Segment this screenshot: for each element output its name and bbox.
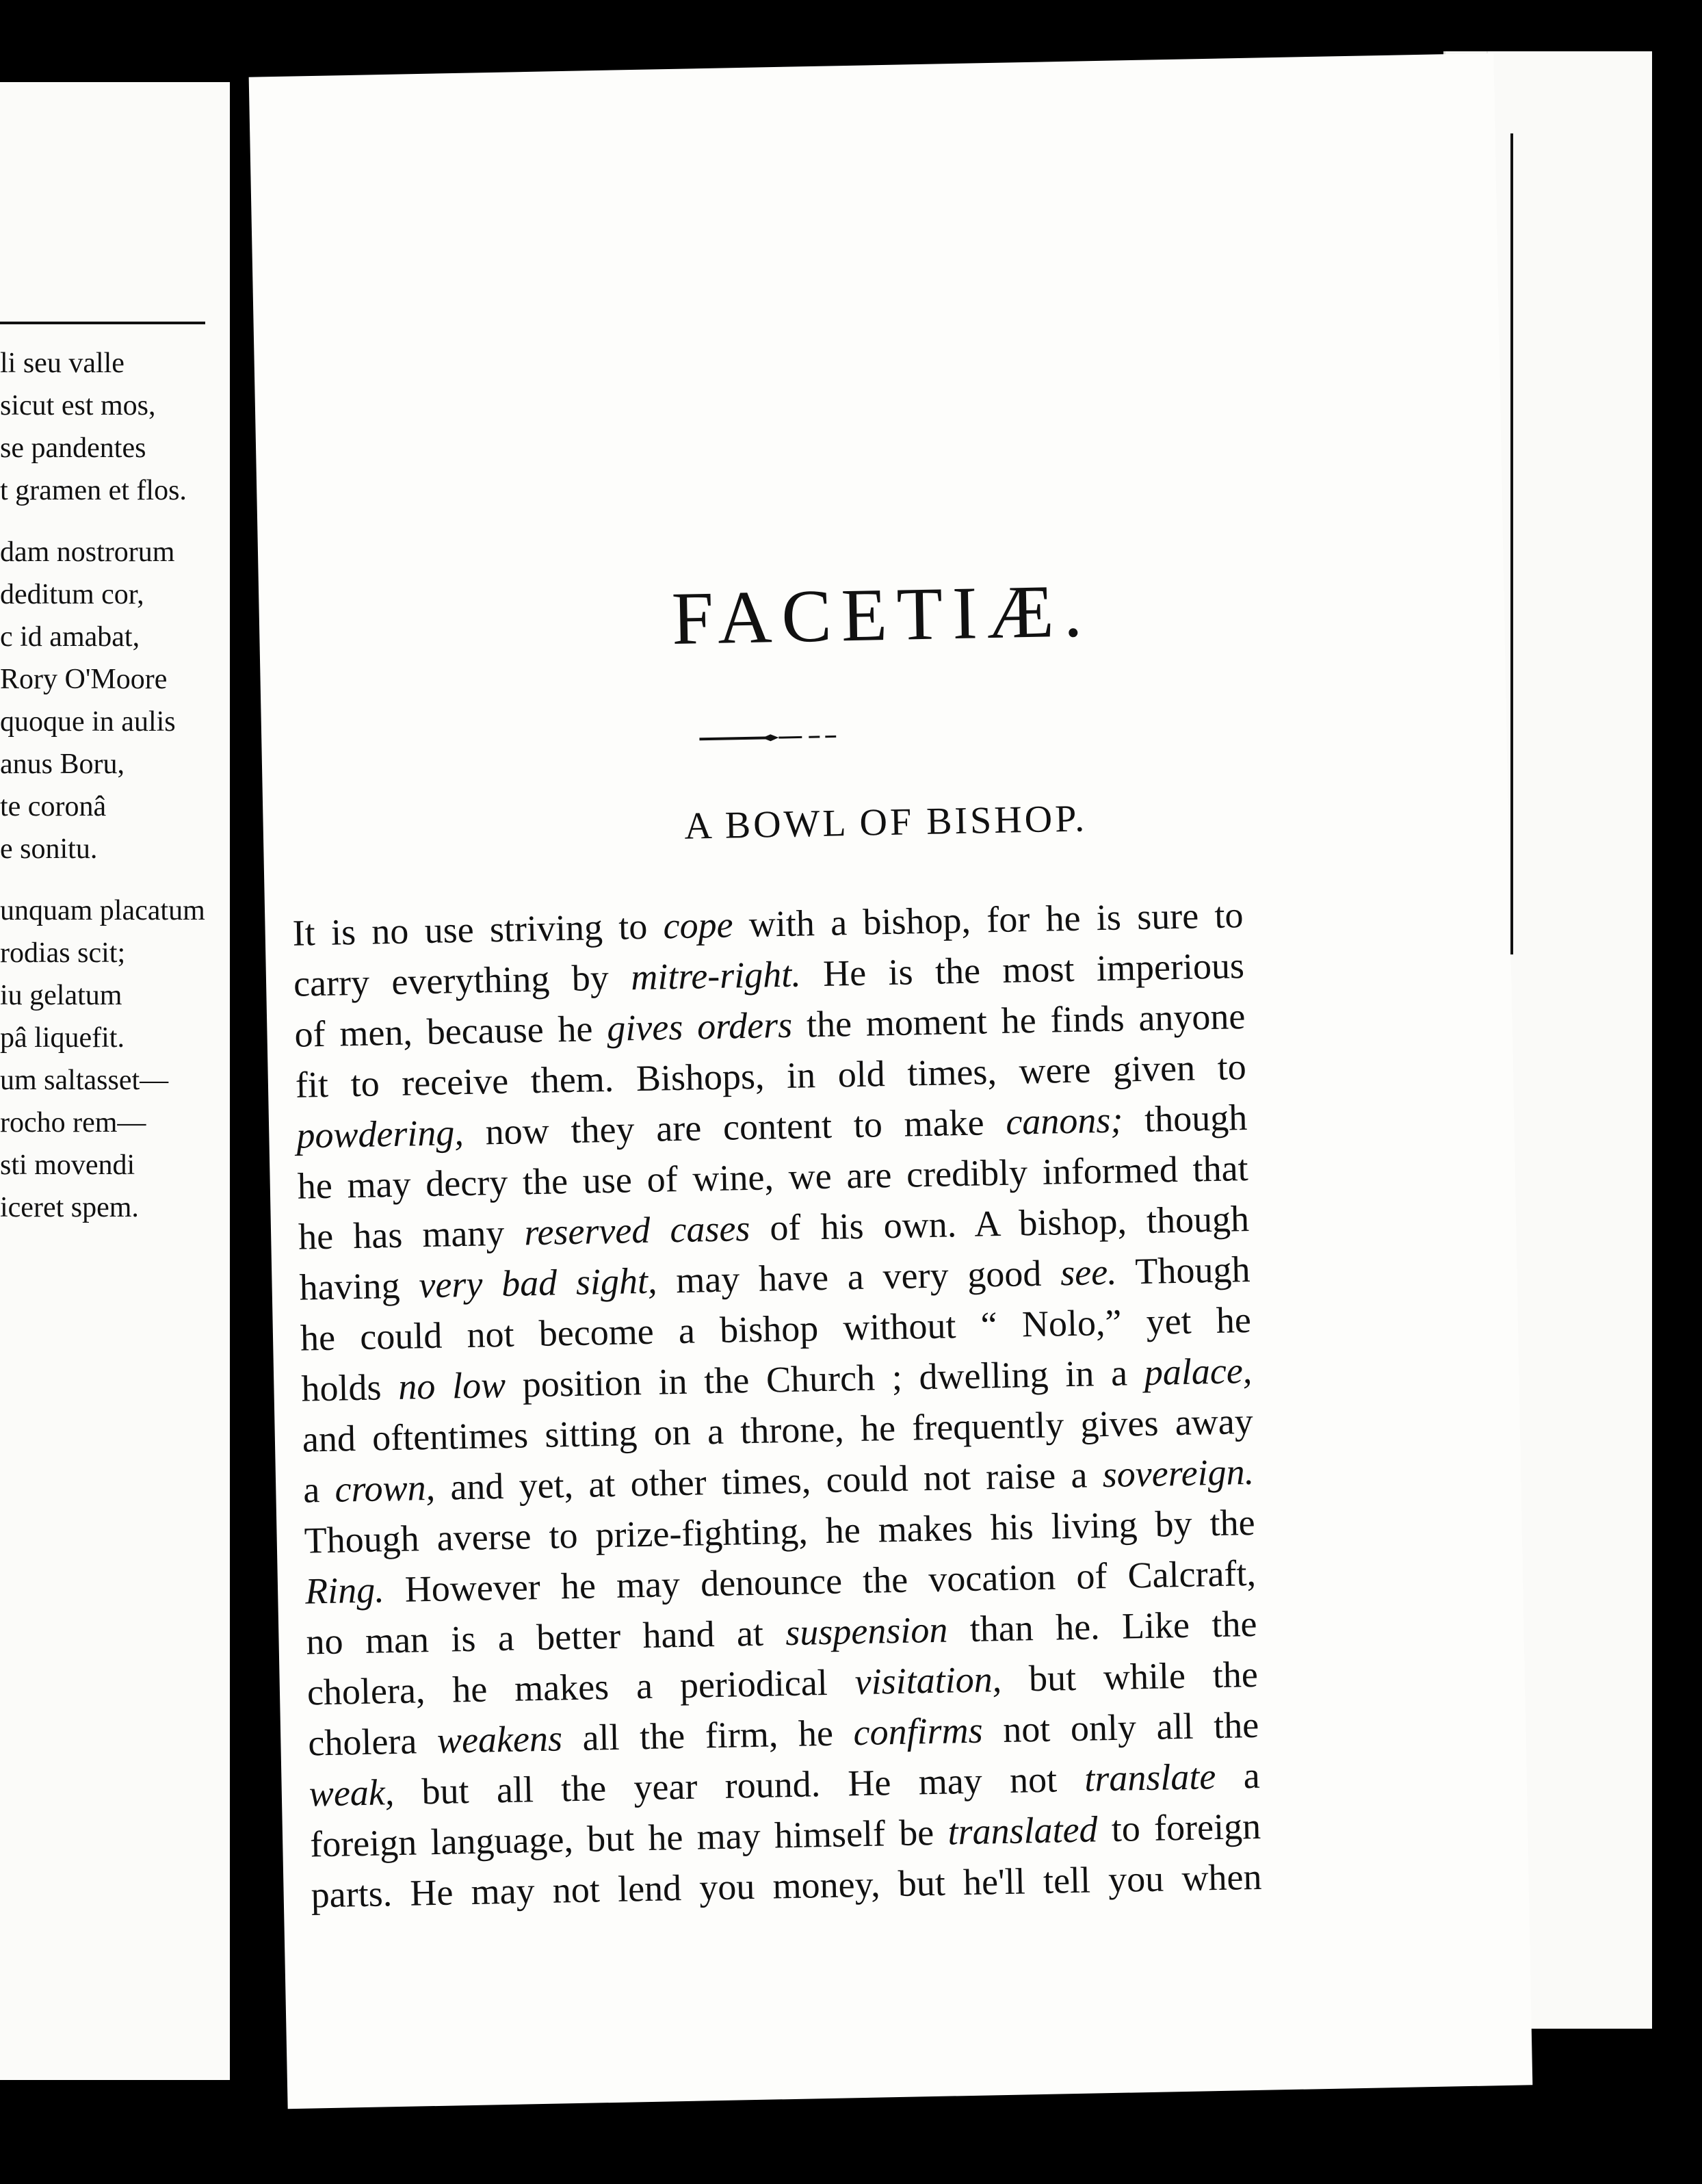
previous-page-line: unquam placatum (0, 895, 205, 926)
text-run: Though (1116, 1248, 1251, 1292)
italic-phrase: translated (947, 1808, 1099, 1853)
paragraph-line (306, 1653, 1259, 1713)
paragraph-line (302, 1400, 1254, 1460)
text-run: Though averse to prize-fighting, he makes his living by the (304, 1501, 1256, 1561)
previous-page-line: t gramen et flos. (0, 475, 187, 506)
italic-phrase: see. (1060, 1251, 1118, 1294)
text-run: though (1122, 1097, 1248, 1141)
text-run: but while the (1001, 1653, 1259, 1700)
previous-page (0, 82, 230, 2080)
book-page (249, 53, 1533, 2109)
paragraph-line (303, 1453, 1255, 1509)
paragraph-line (311, 1858, 1262, 1914)
ornament-divider (699, 729, 836, 746)
text-run: than he. Like the (947, 1602, 1257, 1650)
paragraph-line (300, 1349, 1253, 1409)
header-rule (0, 322, 205, 324)
text-run: and yet, at other times, could not raise a (434, 1454, 1103, 1508)
previous-page-line: quoque in aulis (0, 706, 176, 738)
italic-phrase: gives orders (606, 1004, 793, 1049)
text-run: with a bishop, for he is sure to (732, 894, 1244, 946)
paragraph-line (304, 1552, 1257, 1612)
text-run: a (1215, 1754, 1261, 1797)
previous-page-line: c id amabat, (0, 621, 140, 653)
italic-phrase: reserved cases (523, 1207, 750, 1253)
italic-phrase: weakens (436, 1717, 563, 1761)
text-run: he has many (298, 1212, 525, 1258)
previous-page-line: e sonitu. (0, 833, 98, 865)
text-run: a (302, 1468, 336, 1511)
text-run: not only all the (982, 1704, 1259, 1751)
previous-page-line: se pandentes (0, 432, 146, 464)
text-run: may have a very good (656, 1252, 1061, 1301)
margin-line (1510, 133, 1513, 954)
text-run: However he may denounce the vocation of Calcraft, (384, 1552, 1257, 1611)
previous-page-line: um saltasset— (0, 1065, 169, 1096)
paragraph-line (294, 998, 1246, 1053)
text-run: holds (300, 1366, 399, 1409)
italic-phrase: sovereign. (1102, 1451, 1255, 1496)
text-run: position in the Church ; dwelling in a (505, 1351, 1145, 1405)
text-run: parts. He may not lend you money, but he'll tell you when (311, 1856, 1262, 1916)
text-run: of men, because he (293, 1007, 607, 1055)
text-run: but all the year round. He may not (393, 1758, 1085, 1813)
section-heading: A BOWL OF BISHOP. (683, 797, 1088, 848)
italic-phrase: weak, (309, 1771, 395, 1815)
previous-page-line: sti movendi (0, 1149, 135, 1181)
text-run: now they are content to make (463, 1101, 1006, 1153)
italic-phrase: confirms (853, 1709, 984, 1754)
text-run: the moment he finds anyone (791, 996, 1246, 1045)
italic-phrase: translate (1084, 1756, 1216, 1799)
text-run: foreign language, but he may himself be (309, 1811, 949, 1865)
paragraph-line (304, 1501, 1256, 1561)
text-run: to foreign (1097, 1805, 1261, 1850)
previous-page-line: Rory O'Moore (0, 664, 168, 695)
text-run: and oftentimes sitting on a throne, he frequently gives away (302, 1400, 1254, 1460)
text-run: fit to receive them. Bishops, in old times, were given to (295, 1046, 1247, 1106)
paragraph-line (295, 1048, 1246, 1104)
italic-phrase: very bad sight, (418, 1260, 658, 1306)
text-run: he may decry the use of wine, we are credibly informed that (297, 1147, 1249, 1207)
paragraph-line (309, 1754, 1261, 1815)
page-title: FACETIÆ. (670, 569, 1093, 661)
previous-page-line: sicut est mos, (0, 390, 156, 421)
paragraph-line (309, 1805, 1261, 1865)
previous-page-line: te coronâ (0, 791, 107, 822)
italic-phrase: Ring. (304, 1569, 385, 1612)
previous-page-line: pâ liquefit. (0, 1022, 125, 1054)
previous-page-line: iceret spem. (0, 1192, 139, 1223)
text-run: all the firm, he (562, 1712, 854, 1759)
paragraph-line (296, 1099, 1248, 1154)
italic-phrase: cope (663, 904, 734, 947)
text-run: no man is a better hand at (305, 1612, 786, 1663)
italic-phrase: palace, (1144, 1349, 1253, 1393)
text-run: cholera (307, 1719, 438, 1764)
previous-page-line: dam nostrorum (0, 536, 175, 568)
paragraph-line (292, 896, 1244, 952)
italic-phrase: canons; (1005, 1099, 1123, 1143)
paragraph-line (300, 1301, 1252, 1357)
text-run: cholera, he makes a periodical (306, 1661, 856, 1713)
previous-page-line: iu gelatum (0, 980, 122, 1011)
italic-phrase: mitre-right. (630, 953, 802, 998)
text-run: carry everything by (293, 957, 631, 1004)
previous-page-line: rocho rem— (0, 1107, 146, 1139)
paragraph-line (305, 1602, 1257, 1663)
paragraph-line (293, 947, 1245, 1002)
text-run: of his own. A bishop, though (749, 1197, 1250, 1249)
previous-page-line: deditum cor, (0, 579, 144, 610)
paragraph-line (297, 1149, 1248, 1205)
italic-phrase: no low (397, 1364, 506, 1407)
text-run: he could not become a bishop without “ Nolo,” yet he (300, 1299, 1252, 1359)
text-run: He is the most imperious (800, 945, 1245, 995)
previous-page-line: anus Boru, (0, 749, 125, 780)
paragraph-line (298, 1197, 1250, 1258)
italic-phrase: powdering, (296, 1112, 464, 1156)
text-run: having (299, 1264, 419, 1308)
previous-page-line: rodias scit; (0, 937, 126, 969)
italic-phrase: visitation, (854, 1659, 1002, 1703)
text-run: It is no use striving to (292, 905, 664, 954)
italic-phrase: crown, (335, 1466, 436, 1510)
paragraph-line (299, 1248, 1251, 1308)
paragraph-line (308, 1706, 1259, 1762)
italic-phrase: suspension (785, 1609, 948, 1654)
previous-page-line: li seu valle (0, 348, 125, 379)
